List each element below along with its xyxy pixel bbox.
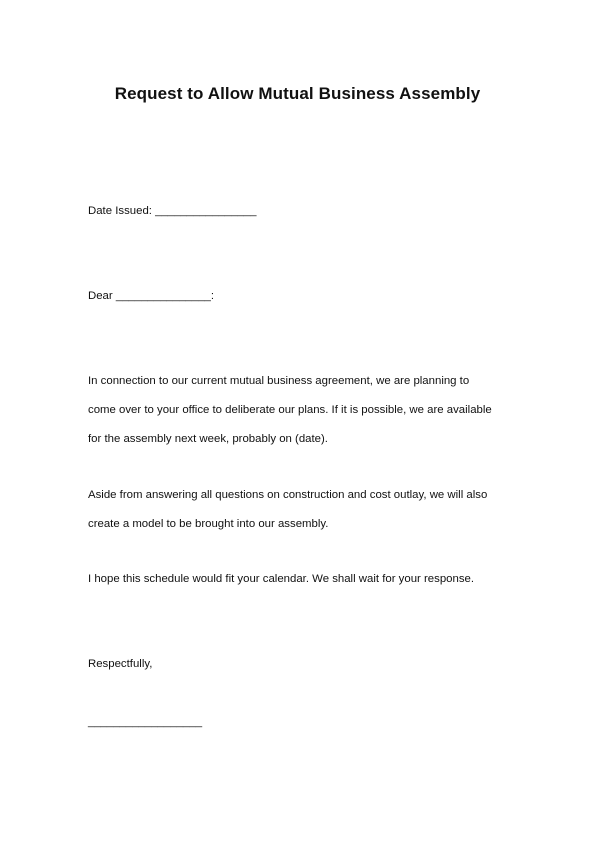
closing-text: Respectfully, <box>88 658 153 670</box>
letter-title: Request to Allow Mutual Business Assembly <box>114 84 481 103</box>
paragraph-1-line-3: for the assembly next week, probably on (date). <box>88 433 328 445</box>
paragraph-1-line-1: In connection to our current mutual business agreement, we are planning to <box>88 375 470 387</box>
paragraph-3: I hope this schedule would fit your calendar. We shall wait for your response. <box>88 573 475 585</box>
date-issued-line: Date Issued: ________________ <box>88 205 257 217</box>
paragraph-2-line-2: create a model to be brought into our assembly. <box>88 518 329 530</box>
paragraph-2-line-1: Aside from answering all questions on construction and cost outlay, we will also <box>88 489 488 501</box>
signature-line: __________________ <box>88 716 203 728</box>
paragraph-1-line-2: come over to your office to deliberate our plans. If it is possible, we are available <box>88 404 492 416</box>
salutation-line: Dear _______________: <box>88 290 215 302</box>
